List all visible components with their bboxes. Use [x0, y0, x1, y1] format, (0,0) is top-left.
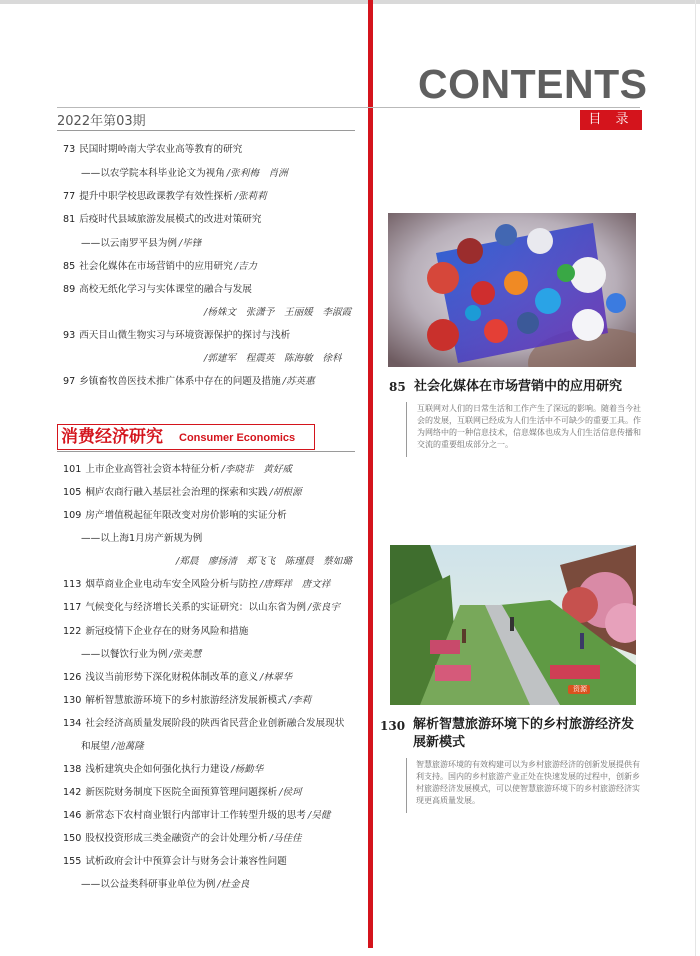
toc-author: /侯珂 [279, 787, 302, 798]
toc-author: /郑晨 廖扬清 郑飞飞 陈瑾晨 蔡如璐 [176, 556, 352, 567]
toc-entry-continuation [63, 739, 144, 755]
rural-tourism-photo [390, 545, 636, 705]
toc-page-number: 105 [63, 487, 82, 498]
toc-entry[interactable] [63, 808, 330, 824]
toc-title: 气候变化与经济增长关系的实证研究：以山东省为例 [85, 602, 306, 613]
toc-title: 上市企业高管社会资本特征分析 [85, 464, 220, 475]
toc-title: 后疫时代县域旅游发展模式的改进对策研究 [79, 214, 262, 225]
issue-rule [57, 130, 355, 131]
toc-entry-continuation [63, 166, 288, 182]
toc-entry[interactable] [63, 670, 292, 686]
toc-entry[interactable] [63, 716, 344, 732]
toc-page-number: 126 [63, 672, 82, 683]
toc-page-number: 73 [63, 144, 76, 155]
toc-title: 解析智慧旅游环境下的乡村旅游经济发展新模式 [85, 695, 287, 706]
toc-title: 浅析建筑央企如何强化执行力建设 [85, 764, 230, 775]
feature-divider [406, 758, 407, 813]
toc-page-number: 97 [63, 376, 76, 387]
toc-page-number: 93 [63, 330, 76, 341]
mulu-badge: 目 录 [580, 110, 642, 130]
toc-author: /唐辉祥 唐文祥 [260, 579, 331, 590]
toc-title: 提升中职学校思政课教学有效性探析 [79, 191, 233, 202]
feature-page-number: 85 [389, 380, 406, 394]
rural-tourism-graphic [390, 545, 636, 705]
toc-entry[interactable] [63, 212, 262, 228]
toc-entry[interactable] [63, 762, 263, 778]
toc-entry[interactable] [63, 142, 242, 158]
toc-entry-continuation [63, 236, 201, 252]
toc-subtitle: ——以餐饮行业为例 [81, 649, 168, 660]
toc-page-number: 134 [63, 718, 82, 729]
toc-page-number: 101 [63, 464, 82, 475]
toc-entry[interactable] [63, 374, 315, 390]
toc-title: 试析政府会计中预算会计与财务会计兼容性问题 [85, 856, 287, 867]
toc-page-number: 113 [63, 579, 82, 590]
header-rule [57, 107, 640, 108]
toc-subtitle: ——以农学院本科毕业论文为视角 [81, 168, 225, 179]
social-media-illustration [388, 213, 636, 367]
toc-author: /苏英惠 [282, 376, 315, 387]
social-media-icons-graphic [388, 213, 636, 367]
page-edge-line [695, 0, 696, 956]
toc-title: 新常态下农村商业银行内部审计工作转型升级的思考 [85, 810, 306, 821]
toc-entry-continuation [63, 531, 202, 547]
toc-title: 桐庐农商行融入基层社会治理的探索和实践 [85, 487, 268, 498]
toc-author: /李晓非 黄好威 [221, 464, 293, 475]
toc-title: 股权投资形成三类金融资产的会计处理分析 [85, 833, 268, 844]
toc-page-number: 150 [63, 833, 82, 844]
toc-title: 房产增值税起征年限改变对房价影响的实证分析 [85, 510, 287, 521]
toc-author: /张利梅 肖洲 [226, 168, 288, 179]
toc-author: /马佳佳 [269, 833, 302, 844]
toc-page-number: 85 [63, 261, 76, 272]
top-strip [0, 0, 700, 4]
toc-entry[interactable] [63, 854, 287, 870]
feature-title[interactable]: 解析智慧旅游环境下的乡村旅游经济发展新模式 [413, 717, 635, 750]
toc-entry[interactable] [63, 577, 330, 593]
toc-title: 烟草商业企业电动车安全风险分析与防控 [85, 579, 258, 590]
toc-title: 高校无纸化学习与实体课堂的融合与发展 [79, 284, 252, 295]
toc-entry[interactable] [63, 189, 267, 205]
toc-author: /毕锋 [178, 238, 202, 249]
toc-page-number: 89 [63, 284, 76, 295]
feature-summary: 智慧旅游环境的有效构建可以为乡村旅游经济的创新发展提供有利支持。国内的乡村旅游产业正处在快速发展的过程中，创新乡村旅游经济发展模式，可以使智慧旅游环境下的乡村旅游经济实现更高质量发展。 [416, 760, 640, 805]
toc-page-number: 117 [63, 602, 82, 613]
feature-summary: 互联网对人们的日常生活和工作产生了深远的影响。随着当今社会的发展，互联网已经成为人们生活中不可缺少的重要工具。作为网络中的一种信息技术，信息媒体也成为人们生活信息传播和交流的重要组成部分之一。 [417, 404, 641, 449]
toc-author: /张良宇 [307, 602, 340, 613]
feature-page-number: 130 [380, 719, 406, 733]
toc-entry[interactable] [63, 485, 302, 501]
toc-title: 新冠疫情下企业存在的财务风险和措施 [85, 626, 249, 637]
toc-author: /吉力 [234, 261, 258, 272]
toc-page-number: 122 [63, 626, 82, 637]
toc-author: /杨姝文 张潇予 王丽媛 李淑霞 [204, 307, 352, 318]
toc-author: /张莉莉 [234, 191, 267, 202]
toc-author: /张美慧 [169, 649, 202, 660]
toc-title: 乡镇畜牧兽医技术推广体系中存在的问题及措施 [79, 376, 281, 387]
toc-author: /李莉 [288, 695, 312, 706]
toc-title: 民国时期岭南大学农业高等教育的研究 [79, 144, 243, 155]
toc-entry[interactable] [63, 508, 287, 524]
toc-title: 社会化媒体在市场营销中的应用研究 [79, 261, 233, 272]
toc-author: /吴健 [307, 810, 331, 821]
toc-page-number: 77 [63, 191, 76, 202]
section-title-cn: 消费经济研究 [61, 427, 163, 447]
toc-author: /胡根源 [269, 487, 302, 498]
toc-entry[interactable] [63, 462, 292, 478]
toc-entry[interactable] [63, 328, 290, 344]
toc-entry[interactable] [63, 831, 302, 847]
toc-page-number: 142 [63, 787, 82, 798]
contents-heading: CONTENTS [418, 61, 648, 107]
toc-title: 新医院财务制度下医院全面预算管理问题探析 [85, 787, 278, 798]
toc-entry[interactable] [63, 624, 248, 640]
toc-page-number: 130 [63, 695, 82, 706]
toc-page-number: 146 [63, 810, 82, 821]
toc-entry-continuation [63, 647, 201, 663]
section-header [57, 424, 315, 450]
toc-entry[interactable] [63, 600, 340, 616]
issue-label: 2022年第03期 [57, 114, 146, 129]
center-red-bar [368, 0, 373, 948]
toc-author: /杜金良 [217, 879, 250, 890]
toc-subtitle: ——以云南罗平县为例 [81, 238, 177, 249]
feature-divider [406, 402, 407, 457]
toc-author: /林翠华 [260, 672, 293, 683]
toc-entry[interactable] [63, 282, 252, 298]
toc-author: /郭建军 程震英 陈海敏 徐科 [204, 353, 342, 364]
section-title-en: Consumer Economics [179, 432, 296, 444]
toc-entry[interactable] [63, 693, 311, 709]
toc-author: /池萬隆 [111, 741, 144, 752]
toc-page-number: 109 [63, 510, 82, 521]
toc-entry-continuation [63, 877, 249, 893]
feature-title[interactable]: 社会化媒体在市场营销中的应用研究 [414, 379, 623, 394]
toc-title: 社会经济高质量发展阶段的陕西省民营企业创新融合发展现状 [85, 718, 345, 729]
toc-title: 西天目山微生物实习与环境资源保护的探讨与浅析 [79, 330, 291, 341]
toc-page-number: 138 [63, 764, 82, 775]
photo-tag: 资源 [573, 685, 587, 693]
toc-subtitle: ——以上海1月房产新规为例 [81, 533, 203, 544]
toc-title: 浅议当前形势下深化财税体制改革的意义 [85, 672, 258, 683]
toc-entry[interactable] [63, 259, 257, 275]
toc-page-number: 81 [63, 214, 76, 225]
toc-subtitle: ——以公益类科研事业单位为例 [81, 879, 216, 890]
toc-entry[interactable] [63, 785, 302, 801]
section-rule [57, 451, 355, 452]
toc-page-number: 155 [63, 856, 82, 867]
toc-subtitle: 和展望 [81, 741, 110, 752]
toc-author: /杨勤华 [231, 764, 264, 775]
